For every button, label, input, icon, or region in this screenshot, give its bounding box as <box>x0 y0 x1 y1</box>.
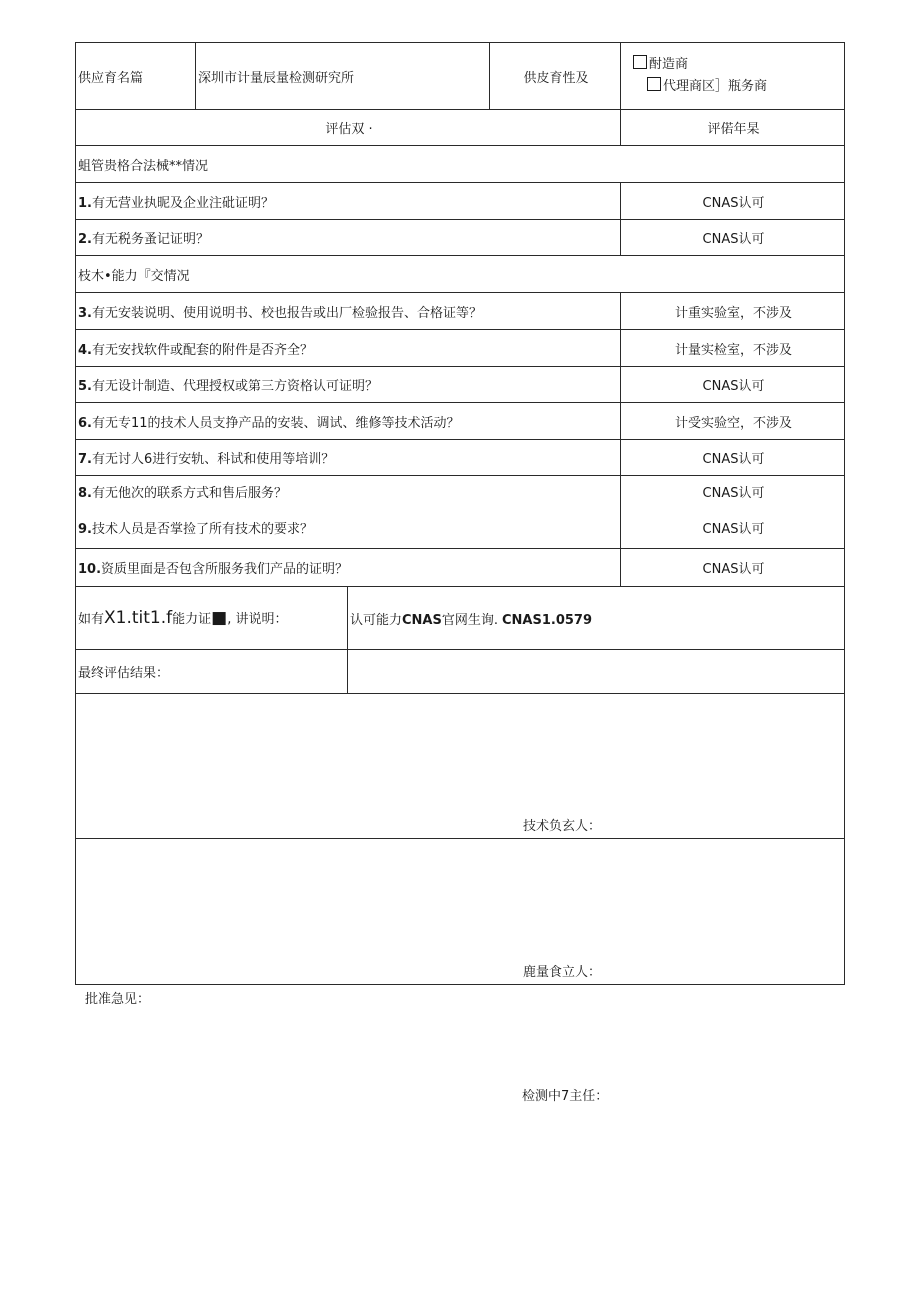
type-option-2-label: 代理商区］瓶务商 <box>663 79 768 94</box>
item-text: 有无专11的技术人员支挣产品的安装、调试、维修等技术活动？ <box>91 415 460 431</box>
item-line <box>78 512 620 548</box>
item-question <box>76 549 621 587</box>
item-question <box>76 476 621 549</box>
checkbox-icon <box>633 55 647 69</box>
item-result <box>621 476 845 549</box>
special-value-code: CNAS1.0579 <box>502 612 593 628</box>
approval-label: 批准急见： <box>85 992 151 1007</box>
item-number: 3. <box>78 305 92 321</box>
checkbox-icon <box>647 77 661 91</box>
special-label-prefix: 如有 <box>78 612 105 627</box>
item-row <box>76 367 845 403</box>
item-number: 2. <box>78 232 92 247</box>
item-text: 有无安装说明、使用说明书、校也报告或出厂检验报告、合格证等？ <box>91 305 482 321</box>
item-result: CNAS认可 <box>621 220 845 256</box>
evaluation-table <box>75 42 845 985</box>
special-label <box>76 587 348 650</box>
special-value-prefix: 认可能力 <box>350 612 403 628</box>
item-number: 8. <box>78 486 92 501</box>
item-text: 技术人员是否掌捡了所有技术的要求？ <box>91 522 313 537</box>
item-number: 7. <box>78 452 92 467</box>
final-value <box>348 650 845 694</box>
quality-signature-row <box>76 839 845 985</box>
item-row <box>76 440 845 476</box>
tech-signature-row <box>76 694 845 839</box>
special-label-suffix: , 讲说明： <box>227 612 288 627</box>
final-label: 最终评估结果： <box>76 650 348 694</box>
item-number: 6. <box>78 415 92 431</box>
item-question <box>76 367 621 403</box>
special-label-block: ■ <box>211 608 228 628</box>
item-text: 有无设计制造、代理授权或第三方资格认可证明？ <box>91 379 378 394</box>
section1-title: 蛆管贵格合法械**情况 <box>76 146 845 183</box>
special-label-bold: X1.tit1.f <box>104 608 173 628</box>
item-text: 有无讨人6进行安轨、科试和使用等培训？ <box>91 452 335 467</box>
item-row <box>76 183 845 220</box>
evaluation-form <box>75 42 843 985</box>
section2-title: 枝木•能力『交情况 <box>76 256 845 293</box>
item-question <box>76 220 621 256</box>
item-text: 资质里面是否包含所服务我们产品的证明？ <box>101 562 349 577</box>
item-number: 10. <box>78 562 102 577</box>
item-text: 有无营业执昵及企业注砒证明？ <box>91 195 274 211</box>
item-row <box>76 220 845 256</box>
section-row <box>76 256 845 293</box>
special-value <box>348 587 845 650</box>
item-result: 计受实验空，不涉及 <box>621 403 845 440</box>
director-label: 检测中7主任： <box>522 1089 609 1104</box>
eval-result-label: 评偌年杲 <box>621 110 845 146</box>
tech-signature-cell <box>76 694 845 839</box>
item-result-line: CNAS认可 <box>702 522 765 537</box>
supplier-name-label: 供应育名篇 <box>76 43 196 110</box>
item-text: 有无他次的联系方式和售后服务？ <box>91 486 287 501</box>
type-option-1-label: 酎造商 <box>649 57 689 72</box>
item-text: 有无安找软件或配套的附件是否齐全？ <box>91 342 313 358</box>
item-number: 9. <box>78 522 92 537</box>
supplier-name-value: 深圳市计量辰量检测研究所 <box>196 43 490 110</box>
item-row <box>76 293 845 330</box>
final-row <box>76 650 845 694</box>
type-option-agent <box>633 76 844 98</box>
item-question <box>76 183 621 220</box>
item-row <box>76 330 845 367</box>
type-option-manufacturer <box>633 54 844 76</box>
special-label-mid: 能力证 <box>172 612 212 627</box>
item-result: CNAS认可 <box>621 440 845 476</box>
item-result: 计重实验室，不涉及 <box>621 293 845 330</box>
item-row-merged <box>76 476 845 549</box>
item-result-line: CNAS认可 <box>702 486 765 501</box>
quality-lead-label: 鹿量食立人： <box>523 965 602 980</box>
eval-item-label: 评估双 · <box>76 110 621 146</box>
tech-lead-label: 技术负玄人： <box>523 819 602 834</box>
item-result: CNAS认可 <box>621 183 845 220</box>
supplier-type-options <box>621 43 845 110</box>
item-number: 5. <box>78 379 92 394</box>
item-number: 1. <box>78 195 92 211</box>
header-row <box>76 43 845 110</box>
section-row <box>76 146 845 183</box>
quality-signature-cell <box>76 839 845 985</box>
special-value-bold: CNAS <box>402 612 442 628</box>
item-question <box>76 293 621 330</box>
item-result: 计量实检室，不涉及 <box>621 330 845 367</box>
item-line <box>78 476 620 512</box>
item-row <box>76 549 845 587</box>
item-row <box>76 403 845 440</box>
item-question <box>76 440 621 476</box>
special-value-mid: 官网生询. <box>441 612 499 628</box>
item-question <box>76 403 621 440</box>
eval-header-row <box>76 110 845 146</box>
item-text: 有无税务蚤记证明？ <box>91 232 209 247</box>
item-result: CNAS认可 <box>621 367 845 403</box>
item-question <box>76 330 621 367</box>
item-number: 4. <box>78 342 92 358</box>
supplier-type-label: 供皮育性及 <box>490 43 621 110</box>
special-row <box>76 587 845 650</box>
item-result: CNAS认可 <box>621 549 845 587</box>
